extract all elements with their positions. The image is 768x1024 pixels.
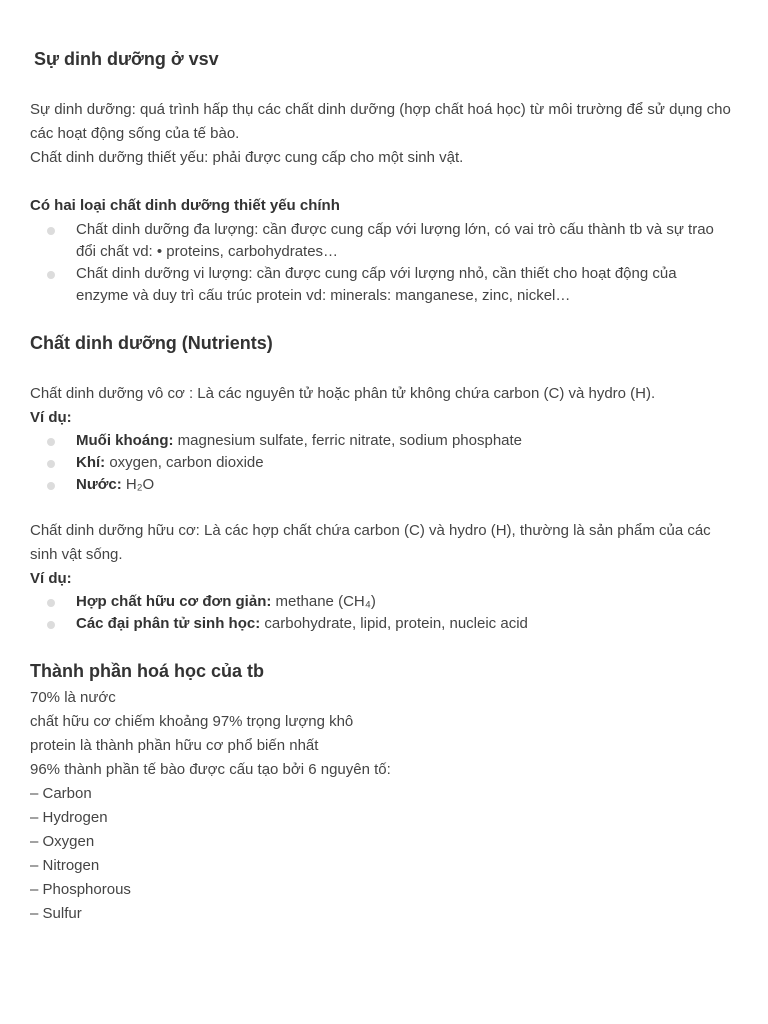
bullet-icon	[47, 599, 55, 607]
example-text: carbohydrate, lipid, protein, nucleic acid	[260, 615, 528, 632]
example-label: Ví dụ:	[30, 409, 72, 426]
composition-line: 70% là nước	[30, 689, 116, 706]
page-title: Sự dinh dưỡng ở vsv	[34, 49, 219, 69]
list-item-text: Chất dinh dưỡng vi lượng: cần được cung cấp với lượng nhỏ, cần thiết cho hoạt động của enzyme và duy trì cấu trúc protein vd: minerals: manganese, zinc, nickel…	[76, 265, 677, 304]
organic-examples	[30, 591, 730, 635]
section-heading-composition: Thành phần hoá học của tb	[30, 661, 264, 681]
composition-line: – Carbon	[30, 785, 92, 802]
example-term: Hợp chất hữu cơ đơn giản:	[76, 593, 272, 610]
example-text: H₂O	[121, 476, 155, 493]
list-item	[30, 613, 730, 635]
example-term: Khí:	[76, 454, 106, 471]
bullet-icon	[47, 482, 55, 490]
composition-line: – Nitrogen	[30, 857, 100, 874]
composition-line: protein là thành phần hữu cơ phổ biến nhất	[30, 737, 319, 754]
list-item	[30, 474, 730, 496]
intro-definition: Sự dinh dưỡng: quá trình hấp thụ các chất dinh dưỡng (hợp chất hoá học) từ môi trường để sử dụng cho các hoạt động sống của tế bào.	[30, 101, 731, 142]
intro-essential: Chất dinh dưỡng thiết yếu: phải được cung cấp cho một sinh vật.	[30, 149, 464, 166]
composition-line: – Sulfur	[30, 905, 82, 922]
organic-definition: Chất dinh dưỡng hữu cơ: Là các hợp chất chứa carbon (C) và hydro (H), thường là sản phẩm của các sinh vật sống.	[30, 522, 711, 563]
example-text: magnesium sulfate, ferric nitrate, sodium phosphate	[173, 432, 523, 449]
bullet-icon	[47, 621, 55, 629]
essential-heading: Có hai loại chất dinh dưỡng thiết yếu chính	[30, 197, 340, 214]
example-label: Ví dụ:	[30, 570, 72, 587]
list-item-text: Chất dinh dưỡng đa lượng: cần được cung cấp với lượng lớn, có vai trò cấu thành tb và sự trao đổi chất vd: • proteins, carbohydrates…	[76, 221, 714, 260]
inorganic-examples	[30, 430, 730, 496]
bullet-icon	[47, 271, 55, 279]
list-item	[30, 219, 730, 263]
example-term: Muối khoáng:	[76, 432, 174, 449]
list-item	[30, 263, 730, 307]
list-item	[30, 591, 730, 613]
composition-line: 96% thành phần tế bào được cấu tạo bởi 6 nguyên tố:	[30, 761, 391, 778]
section-heading-nutrients: Chất dinh dưỡng (Nutrients)	[30, 333, 273, 353]
example-term: Nước:	[76, 476, 122, 493]
example-text: oxygen, carbon dioxide	[105, 454, 264, 471]
bullet-icon	[47, 460, 55, 468]
essential-list	[30, 219, 730, 307]
composition-lines	[30, 686, 738, 926]
inorganic-definition: Chất dinh dưỡng vô cơ : Là các nguyên tử hoặc phân tử không chứa carbon (C) và hydro (H).	[30, 385, 656, 402]
composition-line: – Hydrogen	[30, 809, 108, 826]
composition-line: – Oxygen	[30, 833, 95, 850]
example-term: Các đại phân tử sinh học:	[76, 615, 261, 632]
list-item	[30, 430, 730, 452]
bullet-icon	[47, 438, 55, 446]
list-item	[30, 452, 730, 474]
example-text: methane (CH₄)	[271, 593, 376, 610]
composition-line: chất hữu cơ chiếm khoảng 97% trọng lượng khô	[30, 713, 354, 730]
bullet-icon	[47, 227, 55, 235]
composition-line: – Phosphorous	[30, 881, 131, 898]
